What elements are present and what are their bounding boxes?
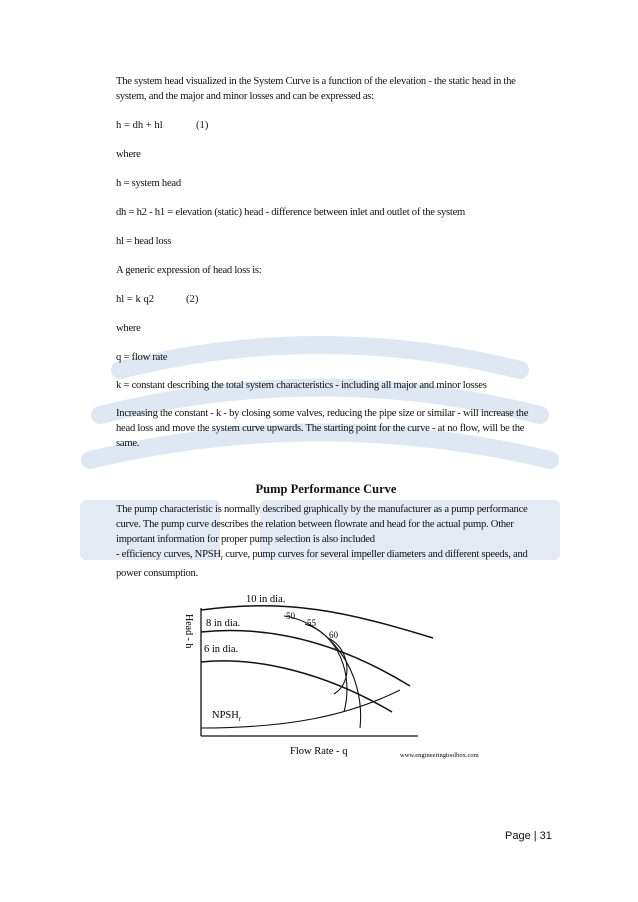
section-heading: Pump Performance Curve [255,482,397,496]
x-axis-label: Flow Rate - q [290,746,348,757]
definition-dh: dh = h2 - h1 = elevation (static) head - difference between inlet and outlet of the system [116,207,466,218]
paragraph-pump-characteristic: The pump characteristic is normally described graphically by the manufacturer as a pump performance curve. The pump curve describes the relation between flowrate and head for the actual pump. Other important information for proper pump selection is also included [116,504,528,545]
label-eff-55: 55 [307,618,316,628]
definition-q: q = flow rate [116,352,168,363]
paragraph-pump-extras: - efficiency curves, $NPSH_r$ curve, pump curves for several impeller diameters and different speeds, and power consumption. [116,549,528,580]
equation-2-number: (2) [186,294,199,305]
generic-expression-text: A generic expression of head loss is: [116,265,262,276]
label-6-in: 6 in dia. [204,644,239,655]
paragraph-increasing-constant: Increasing the constant - k - by closing some valves, reducing the pipe size or similar - will increase the head loss and move the system curve upwards. The starting point for the curve - at no flow, will be the same. [116,408,529,449]
equation-1-number: (1) [196,120,209,131]
pump-performance-figure [178,586,508,766]
y-axis-label: Head - h [183,614,194,649]
where-label-2: where [116,323,141,334]
curve-6-in [201,661,392,712]
npsh-curve [201,690,400,728]
page-number: Page | 31 [505,830,552,842]
definition-k: k = constant describing the total system characteristics - including all major and minor losses [116,380,487,391]
label-npsh: $NPSH_r$ [212,710,242,723]
where-label: where [116,149,141,160]
definition-h: h = system head [116,178,181,189]
efficiency-curve-55 [305,624,347,712]
curve-8-in [201,630,410,686]
label-eff-60: 60 [329,630,338,640]
label-10-in: 10 in dia. [246,594,286,605]
label-eff-50: 50 [286,611,295,621]
definition-hl: hl = head loss [116,236,172,247]
paragraph-system-head: The system head visualized in the System Curve is a function of the elevation - the static head in the system, and the major and minor losses and can be expressed as: [116,76,516,102]
equation-1-text: h = dh + hl [116,120,163,131]
equation-2-text: hl = k q2 [116,294,155,305]
label-8-in: 8 in dia. [206,618,241,629]
figure-credit: www.engineeringtoolbox.com [400,752,479,759]
